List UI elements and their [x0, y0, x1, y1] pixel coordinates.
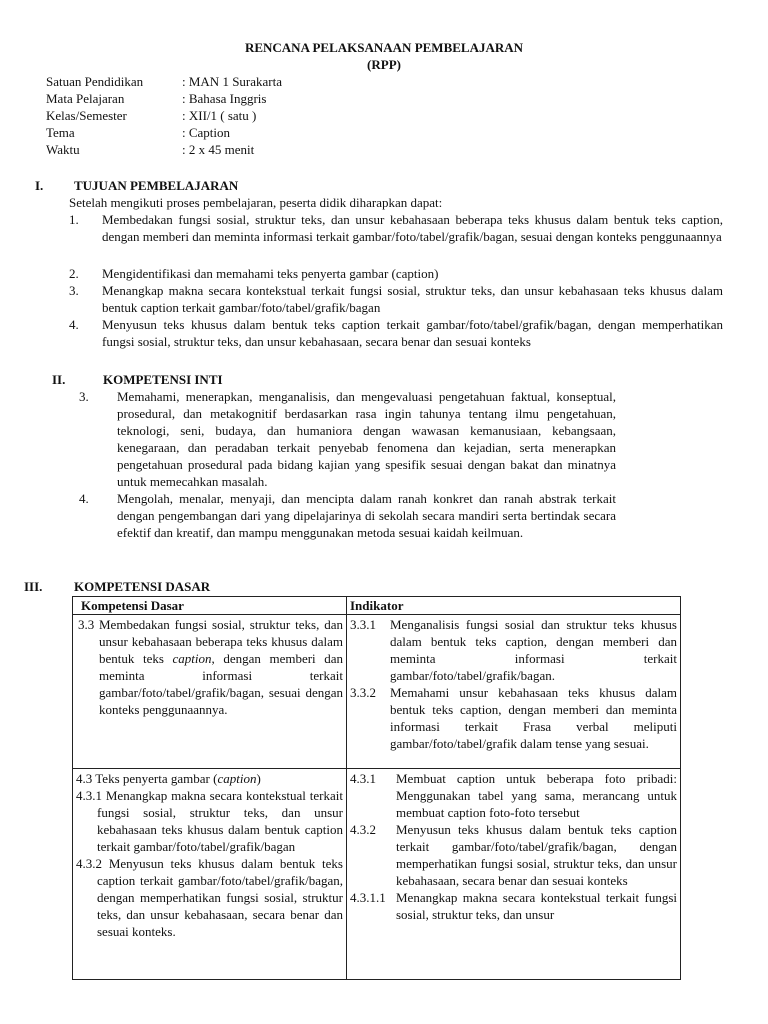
identity-block [46, 73, 282, 158]
identity-label: Waktu [46, 142, 80, 157]
column-header-indicator: Indikator [347, 597, 681, 615]
kd-text [99, 616, 343, 718]
indicator-text: Menangkap makna secara kontekstual terkait fungsi sosial, struktur teks, dan unsur [396, 890, 677, 922]
list-item-text: Mengolah, menalar, menyaji, dan mencipta dalam ranah konkret dan ranah abstrak terkait dengan pengembangan dari yang dipelajarinya di sekolah secara mandiri serta bertindak secara efektif dan kreatif, dan mampu menggunakan metoda sesuai kaidah keilmuan. [117, 491, 616, 540]
kd-text-emphasis: caption [172, 651, 212, 666]
section-3-heading: KOMPETENSI DASAR [74, 579, 211, 594]
list-item-number: 4. [69, 317, 79, 332]
section-2-number: II. [52, 372, 66, 387]
table-header-row [73, 597, 681, 615]
list-item [79, 388, 616, 490]
identity-value: : Caption [182, 125, 231, 140]
kd-heading-emphasis: caption [217, 771, 257, 786]
kd-sub-entry [76, 787, 343, 855]
list-item-text: Mengidentifikasi dan memahami teks penyerta gambar (caption) [102, 266, 439, 281]
kd-cell [73, 615, 347, 769]
kompetensi-dasar-table [72, 596, 681, 980]
kd-sub-text: Menyusun teks khusus dalam bentuk teks caption terkait gambar/foto/tabel/grafik/bagan, dengan memperhatikan fungsi sosial, struktur teks, dan unsur kebahasaan, secara benar dan sesuai konteks. [97, 856, 343, 939]
kd-text-part: , dengan memberi dan meminta informasi terkait gambar/foto/tabel/grafik/bagan, sesuai dengan konteks penggunaannya. [99, 651, 344, 717]
list-item-text: Menangkap makna secara kontekstual terkait fungsi sosial, struktur teks, dan unsur kebahasaan teks khusus dalam bentuk caption terkait gambar/foto/tabel/grafik/bagan [102, 283, 723, 315]
identity-row [46, 90, 282, 107]
indicator-cell [347, 615, 681, 769]
list-item-text: Memahami, menerapkan, menganalisis, dan mengevaluasi pengetahuan faktual, konseptual, prosedural, dan metakognitif berdasarkan rasa ingin tahunya tentang ilmu pengetahuan, teknologi, seni, budaya, dan humaniora dengan wawasan kemanusiaan, kebangsaan, kenegaraan, dan peradaban terkait penyebab fenomena dan kejadian, serta menerapkan pengetahuan prosedural pada bidang kajian yang spesifik sesuai dengan bakat dan minatnya untuk memecahkan masalah. [117, 389, 616, 489]
list-item [69, 316, 723, 350]
indicator-text: Menyusun teks khusus dalam bentuk teks caption terkait gambar/foto/tabel/grafik/bagan, dengan memperhatikan fungsi sosial, struktur teks, dan unsur kebahasaan, secara benar dan sesuai konteks [396, 822, 677, 888]
kd-cell [73, 769, 347, 980]
section-3-number: III. [24, 579, 43, 594]
indicator-entry [350, 889, 677, 923]
identity-value: : 2 x 45 menit [182, 142, 255, 157]
list-item-number: 4. [79, 491, 89, 506]
indicator-number: 4.3.1 [350, 771, 376, 786]
document-title: RENCANA PELAKSANAAN PEMBELAJARAN [244, 40, 524, 55]
indicator-number: 4.3.2 [350, 822, 376, 837]
identity-row [46, 124, 282, 141]
column-header-kd: Kompetensi Dasar [73, 597, 347, 615]
list-item-number: 1. [69, 212, 79, 227]
section-1-intro: Setelah mengikuti proses pembelajaran, peserta didik diharapkan dapat: [69, 195, 443, 210]
indicator-text: Membuat caption untuk beberapa foto pribadi: Menggunakan tabel yang sama, merancang untuk membuat caption foto-foto tersebut [396, 771, 677, 820]
list-item [69, 211, 723, 245]
indicator-number: 4.3.1.1 [350, 890, 386, 905]
identity-value: : XII/1 ( satu ) [182, 108, 257, 123]
identity-row [46, 141, 282, 158]
indicator-text: Menganalisis fungsi sosial dan struktur teks khusus dalam bentuk teks caption, dengan memberi dan meminta informasi terkait gambar/foto/tabel/grafik/bagan. [390, 617, 677, 683]
indicator-number: 3.3.2 [350, 685, 376, 700]
kd-number: 3.3 [78, 617, 95, 632]
section-2-heading: KOMPETENSI INTI [103, 372, 223, 387]
kd-text-part: Membedakan fungsi sosial, struktur teks, dan unsur kebahasaan beberapa teks khusus dalam bentuk teks [99, 617, 343, 666]
indicator-entry [350, 615, 677, 684]
section-1-heading: TUJUAN PEMBELAJARAN [74, 178, 239, 193]
indicator-number: 3.3.1 [350, 617, 376, 632]
list-item-number: 3. [69, 283, 79, 298]
list-item-text: Membedakan fungsi sosial, struktur teks, dan unsur kebahasaan beberapa teks khusus dalam bentuk teks caption, dengan memberi dan meminta informasi terkait gambar/foto/tabel/grafik/bagan, sesuai dengan konteks penggunaannya [102, 212, 723, 244]
kd-heading-part: 4.3 Teks penyerta gambar ( [76, 771, 218, 786]
kd-sub-number: 4.3.2 [76, 856, 102, 871]
list-item-number: 3. [79, 389, 89, 404]
kd-sub-text: Menangkap makna secara kontekstual terkait fungsi sosial, struktur teks, dan unsur kebahasaan teks khusus dalam bentuk caption terkait gambar/foto/tabel/grafik/bagan [97, 788, 343, 854]
identity-value: : Bahasa Inggris [182, 91, 267, 106]
list-item [69, 265, 723, 282]
document-subtitle: (RPP) [367, 57, 401, 72]
identity-label: Satuan Pendidikan [46, 74, 144, 89]
indicator-entry [350, 769, 677, 821]
table-row [73, 615, 681, 769]
list-item-number: 2. [69, 266, 79, 281]
identity-row [46, 107, 282, 124]
list-item-text: Menyusun teks khusus dalam bentuk teks caption terkait gambar/foto/tabel/grafik/bagan, dengan memperhatikan fungsi sosial, struktur teks, dan unsur kebahasaan, secara benar dan sesuai konteks [102, 317, 723, 349]
kd-sub-entry [76, 855, 343, 940]
list-item [79, 490, 616, 541]
indicator-text: Memahami unsur kebahasaan teks khusus dalam bentuk teks caption, dengan memberi dan meminta informasi terkait Frasa verbal meliputi gambar/foto/tabel/grafik dalam tense yang sesuai. [390, 685, 677, 751]
kd-heading [76, 769, 343, 787]
indicator-entry [350, 684, 677, 752]
kd-entry [76, 615, 343, 721]
identity-value: : MAN 1 Surakarta [182, 74, 283, 89]
indicator-cell [347, 769, 681, 980]
identity-row [46, 73, 282, 90]
indicator-entry [350, 821, 677, 889]
kd-sub-number: 4.3.1 [76, 788, 102, 803]
section-1-number: I. [35, 178, 44, 193]
kd-heading-part: ) [256, 771, 261, 786]
identity-label: Kelas/Semester [46, 108, 127, 123]
identity-label: Mata Pelajaran [46, 91, 125, 106]
table-row [73, 769, 681, 980]
identity-label: Tema [46, 125, 75, 140]
list-item [69, 282, 723, 316]
